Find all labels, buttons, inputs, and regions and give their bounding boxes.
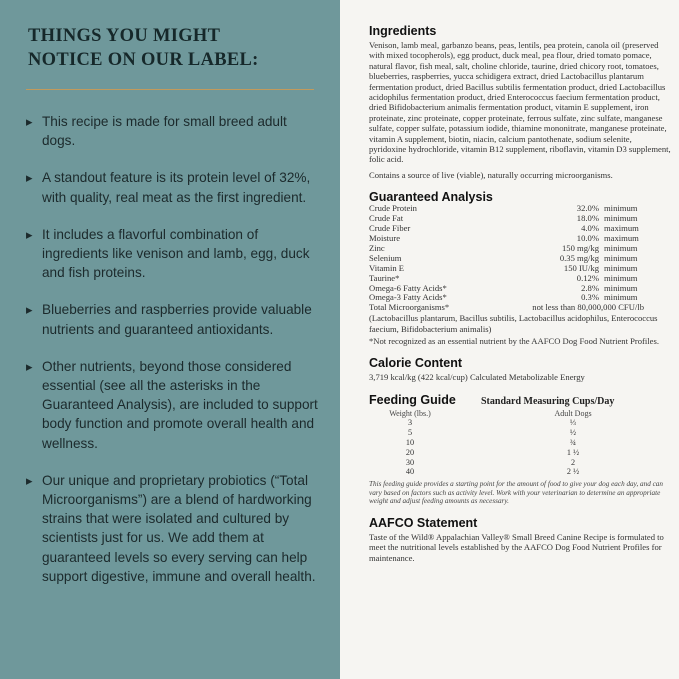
feeding-columns <box>369 409 671 418</box>
ga-unit: minimum <box>604 262 638 273</box>
ga-name: Crude Fat <box>369 213 404 224</box>
feeding-weight: 5 <box>407 427 413 437</box>
bullet-icon: ▸ <box>26 358 33 374</box>
bullet-icon: ▸ <box>26 170 33 186</box>
feeding-row <box>369 438 671 448</box>
ga-value: 18.0% <box>576 213 599 224</box>
ga-name: Crude Protein <box>369 203 417 214</box>
feeding-guide-header <box>369 393 671 407</box>
feeding-row <box>369 428 671 438</box>
ga-name: Omega-6 Fatty Acids* <box>369 282 447 293</box>
feeding-weight: 10 <box>405 437 415 447</box>
bullet-text: Blueberries and raspberries provide valuable nutrients and guaranteed antioxidants. <box>42 302 312 337</box>
panel-title-line1: THINGS YOU MIGHT <box>28 26 221 46</box>
ga-name: Taurine* <box>369 272 400 283</box>
feeding-guide-heading: Feeding Guide <box>369 392 456 407</box>
calorie-content <box>369 356 671 382</box>
feeding-col-weight: Weight (lbs.) <box>389 408 431 418</box>
feeding-cups: 2 <box>570 457 576 467</box>
title-divider <box>26 89 314 90</box>
feeding-weight: 30 <box>405 457 415 467</box>
ga-unit: minimum <box>604 272 638 283</box>
bullet-text: It includes a flavorful combination of ingredients like venison and lamb, egg, duck and fish proteins. <box>42 226 310 281</box>
bullet-item <box>26 300 318 338</box>
feeding-row <box>369 458 671 468</box>
calorie-heading: Calorie Content <box>369 356 463 371</box>
ga-unit: maximum <box>604 233 639 243</box>
label-panel <box>340 0 679 679</box>
feeding-weight: 3 <box>407 417 413 427</box>
feeding-cups: 2 ½ <box>566 467 580 477</box>
ga-unit: minimum <box>604 242 638 253</box>
ga-name: Selenium <box>369 252 402 263</box>
guaranteed-analysis <box>369 190 671 346</box>
feeding-weight: 40 <box>405 467 415 477</box>
feeding-cups: ⅓ <box>569 417 577 427</box>
ga-name: Moisture <box>369 233 401 243</box>
ga-unit: minimum <box>604 252 638 263</box>
bullet-icon: ▸ <box>26 472 33 488</box>
feeding-guide-subheading: Standard Measuring Cups/Day <box>481 395 615 407</box>
bullet-text: A standout feature is its protein level of 32%, with quality, real meat as the first ingredient. <box>42 170 311 205</box>
ga-value: 2.8% <box>581 282 599 293</box>
feeding-weight: 20 <box>405 447 415 457</box>
panel-title-line2: NOTICE ON OUR LABEL: <box>28 50 259 70</box>
feeding-row <box>369 448 671 458</box>
ingredients-text: Venison, lamb meal, garbanzo beans, peas, lentils, pea protein, canola oil (preserved with mixed tocopherols), egg product, duck meal, pea flour, dried tomato pomace, natural flavor, fish meal, salt, choline chloride, taurine, dried chicory root, tomatoes, blueberries, raspberries, yucca schidigera extract, dried Lactobacillus plantarum fermentation product, dried Bacillus subtilis fermentation product, dried Lactobacillus acidophilus fermentation product, dried Enterococcus faecium fermentation product, dried Bifidobacterium animalis fermentation product, vitamin E supplement, iron proteinate, zinc proteinate, copper proteinate, ferrous sulfate, zinc sulfate, manganese sulfate, copper sulfate, potassium iodide, thiamine mononitrate, manganese proteinate, vitamin A supplement, biotin, niacin, calcium pantothenate, sodium selenite, pyridoxine hydrochloride, vitamin B12 supplement, riboflavin, vitamin D3 supplement, folic acid. <box>369 40 671 165</box>
bullet-item <box>26 471 318 586</box>
ga-strains: (Lactobacillus plantarum, Bacillus subtilis, Lactobacillus acidophilus, Enterococcus faecium, Bifidobacterium animalis) <box>369 313 658 334</box>
bullet-item <box>26 168 318 206</box>
ga-value: 0.3% <box>581 292 599 303</box>
ga-unit: minimum <box>604 292 638 303</box>
bullet-icon: ▸ <box>26 302 33 318</box>
bullet-icon: ▸ <box>26 226 33 242</box>
bullet-item <box>26 112 318 150</box>
ga-value: not less than 80,000,000 CFU/lb <box>532 302 644 313</box>
ga-value: 10.0% <box>576 233 599 243</box>
feeding-row <box>369 418 671 428</box>
bullet-text: Other nutrients, beyond those considered essential (see all the asterisks in the Guaranteed Analysis), are included to support body function and promote overall health and wellness. <box>42 358 318 451</box>
microorganisms-note: Contains a source of live (viable), naturally occurring microorganisms. <box>369 169 613 180</box>
ga-footnote: *Not recognized as an essential nutrient by the AAFCO Dog Food Nutrient Profiles. <box>369 336 659 347</box>
feeding-cups: ½ <box>569 427 577 437</box>
ga-name: Total Microorganisms* <box>369 302 450 313</box>
ga-name: Zinc <box>369 242 385 253</box>
ga-unit: maximum <box>604 223 639 234</box>
bullet-text: This recipe is made for small breed adult dogs. <box>42 114 287 149</box>
feeding-cups: 1 ½ <box>566 447 580 457</box>
ga-name: Vitamin E <box>369 262 405 273</box>
ga-value: 150 mg/kg <box>561 242 599 253</box>
aafco-text: Taste of the Wild® Appalachian Valley® Small Breed Canine Recipe is formulated to meet the nutritional levels established by the AAFCO Dog Food Nutrient Profiles for maintenance. <box>369 531 664 563</box>
bullet-list <box>26 112 318 586</box>
feeding-cups: ¾ <box>569 437 577 447</box>
guaranteed-analysis-table <box>369 204 671 303</box>
feeding-guide <box>369 393 671 506</box>
ga-value: 0.35 mg/kg <box>559 252 599 263</box>
ga-unit: minimum <box>604 282 638 293</box>
ga-value: 4.0% <box>581 223 599 234</box>
bullet-item <box>26 357 318 453</box>
bullet-item <box>26 225 318 283</box>
ga-name: Crude Fiber <box>369 223 411 234</box>
ga-row-microorganisms <box>369 303 671 313</box>
guaranteed-analysis-heading: Guaranteed Analysis <box>369 190 493 205</box>
ga-unit: minimum <box>604 203 638 214</box>
ga-value: 150 IU/kg <box>563 262 599 273</box>
calorie-text: 3,719 kcal/kg (422 kcal/cup) Calculated Metabolizable Energy <box>369 372 585 383</box>
feeding-row <box>369 467 671 477</box>
ga-unit: minimum <box>604 213 638 224</box>
ga-value: 0.12% <box>576 272 599 283</box>
ga-value: 32.0% <box>576 203 599 214</box>
feeding-col-adult: Adult Dogs <box>554 408 592 418</box>
ingredients-heading: Ingredients <box>369 24 437 38</box>
bullet-text: Our unique and proprietary probiotics (“Total Microorganisms”) are a blend of hardworking strains that were isolated and cultured by scientists just for us. We add them at guaranteed levels so every serving can help support digestive, immune and overall health. <box>42 472 316 584</box>
ga-name: Omega-3 Fatty Acids* <box>369 292 447 303</box>
aafco-heading: AAFCO Statement <box>369 515 478 530</box>
feeding-table <box>369 418 671 477</box>
feeding-note: This feeding guide provides a starting point for the amount of food to give your dog each day, and can vary based on factors such as activity level. Work with your veterinarian to determine an appropriate weight and adjust feeding amounts as necessary. <box>369 480 663 506</box>
bullet-icon: ▸ <box>26 114 33 129</box>
aafco-statement <box>369 516 671 563</box>
panel-title <box>28 24 318 72</box>
